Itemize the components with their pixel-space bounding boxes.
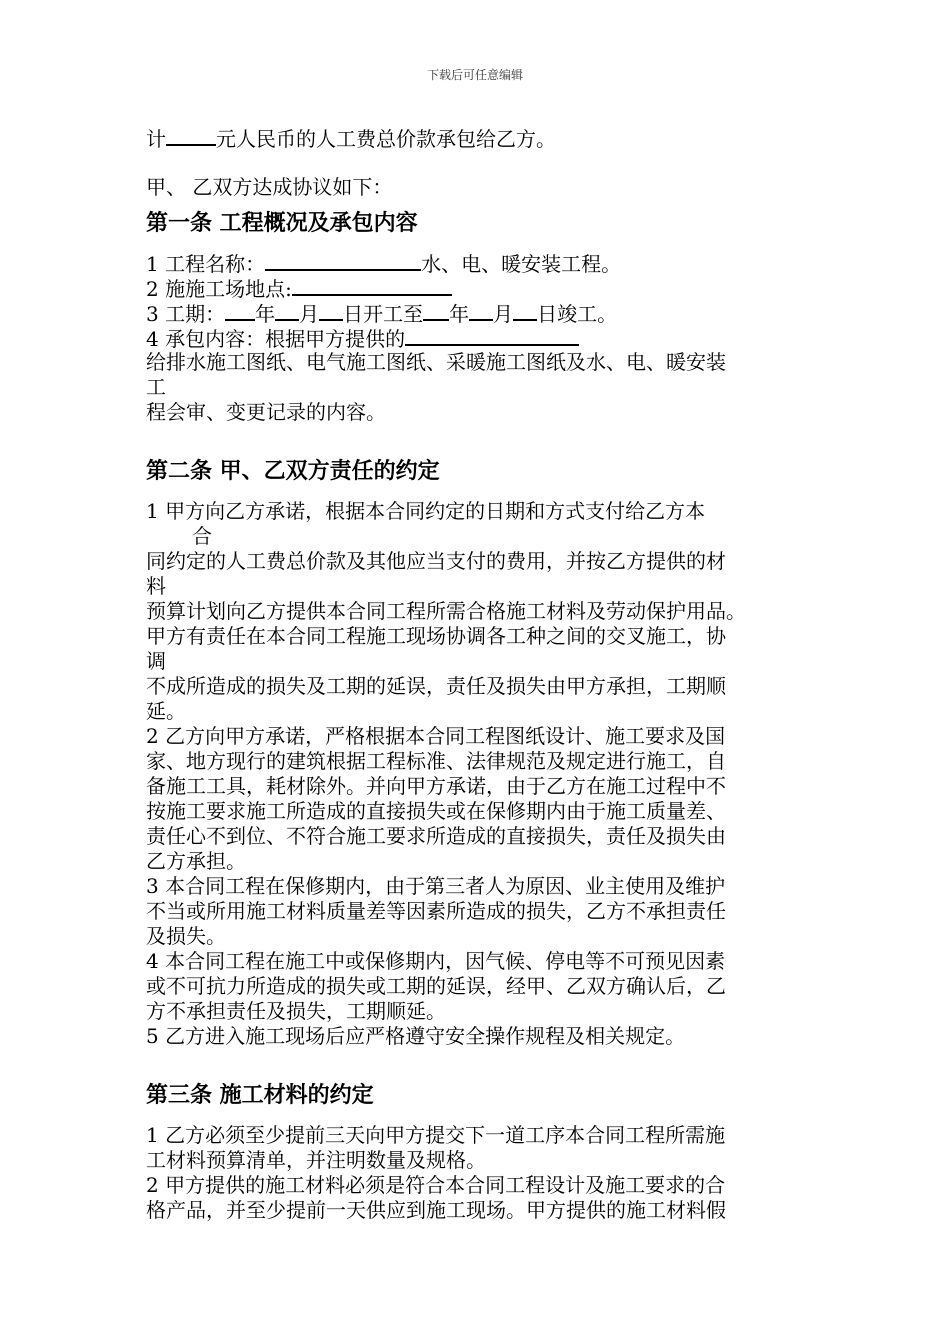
section-2-line: 或不可抗力所造成的损失或工期的延误，经甲、乙双方确认后，乙 — [146, 974, 726, 998]
item-text: 日竣工。 — [537, 302, 618, 326]
item-4-line-2: 给排水施工图纸、电气施工图纸、采暖施工图纸及水、电、暖安装 — [146, 350, 726, 374]
project-name-blank — [265, 249, 421, 271]
section-2-line: 延。 — [146, 699, 186, 723]
section-2-line: 同约定的人工费总价款及其他应当支付的费用，并按乙方提供的材 — [146, 549, 726, 573]
section-2-line: 不当或所用施工材料质量差等因素所造成的损失，乙方不承担责任 — [146, 899, 726, 923]
date-blank — [275, 299, 299, 321]
section-2-line: 4 本合同工程在施工中或保修期内，因气候、停电等不可预见因素 — [146, 949, 726, 973]
item-text: 年 — [255, 302, 276, 326]
header-note: 下载后可任意编辑 — [426, 68, 523, 82]
item-text: 月 — [493, 302, 514, 326]
item-text: 水、电、暖安装工程。 — [421, 252, 622, 276]
intro-line-2: 甲、 乙双方达成协议如下： — [146, 175, 393, 199]
section-2-line: 乙方承担。 — [146, 849, 246, 873]
date-blank — [225, 299, 255, 321]
intro-line-1 — [146, 124, 556, 152]
section-2-line: 2 乙方向甲方承诺，严格根据本合同工程图纸设计、施工要求及国 — [146, 724, 726, 748]
section-2-line: 及损失。 — [146, 924, 226, 948]
site-blank — [292, 274, 452, 296]
intro-text: 计 — [146, 127, 166, 151]
section-2-line: 料 — [146, 574, 166, 598]
section-3-title: 第三条 施工材料的约定 — [146, 1083, 374, 1108]
amount-blank — [166, 124, 216, 146]
intro-text: 元人民币的人工费总价款承包给乙方。 — [216, 127, 556, 151]
date-blank — [319, 299, 343, 321]
section-2-line: 3 本合同工程在保修期内，由于第三者人为原因、业主使用及维护 — [146, 874, 726, 898]
item-text: 4 承包内容：根据甲方提供的 — [146, 327, 406, 351]
provider-blank — [405, 324, 579, 346]
section-2-line: 合 — [192, 524, 212, 548]
section-2-line: 不成所造成的损失及工期的延误，责任及损失由甲方承担，工期顺 — [146, 674, 726, 698]
date-blank — [423, 299, 449, 321]
date-blank — [513, 299, 537, 321]
section-2-line: 甲方有责任在本合同工程施工现场协调各工种之间的交叉施工，协 — [146, 624, 726, 648]
section-2-line: 家、地方现行的建筑根据工程标准、法律规范及规定进行施工，自 — [146, 749, 726, 773]
section-2-title: 第二条 甲、乙双方责任的约定 — [146, 459, 440, 484]
section-1-title: 第一条 工程概况及承包内容 — [146, 211, 418, 236]
item-4-line-4: 程会审、变更记录的内容。 — [146, 400, 386, 424]
item-text: 月 — [299, 302, 320, 326]
item-1 — [146, 249, 621, 277]
date-blank — [469, 299, 493, 321]
section-2-line: 5 乙方进入施工现场后应严格遵守安全操作规程及相关规定。 — [146, 1024, 686, 1048]
section-3-line: 格产品，并至少提前一天供应到施工现场。甲方提供的施工材料假 — [146, 1198, 726, 1222]
section-2-line: 按施工要求施工所造成的直接损失或在保修期内由于施工质量差、 — [146, 799, 726, 823]
item-2 — [146, 274, 452, 302]
section-2-line: 备施工工具，耗材除外。并向甲方承诺，由于乙方在施工过程中不 — [146, 774, 726, 798]
section-2-line: 1 甲方向乙方承诺，根据本合同约定的日期和方式支付给乙方本 — [146, 499, 706, 523]
item-4-line-3: 工 — [146, 375, 166, 399]
section-2-line: 预算计划向乙方提供本合同工程所需合格施工材料及劳动保护用品。 — [146, 599, 746, 623]
section-2-line: 责任心不到位、不符合施工要求所造成的直接损失，责任及损失由 — [146, 824, 726, 848]
section-3-line: 1 乙方必须至少提前三天向甲方提交下一道工序本合同工程所需施 — [146, 1123, 726, 1147]
item-text: 3 工期： — [146, 302, 226, 326]
item-3 — [146, 299, 617, 327]
item-text: 1 工程名称： — [146, 252, 266, 276]
item-text: 2 施施工场地点: — [146, 277, 292, 301]
section-3-line: 工材料预算清单，并注明数量及规格。 — [146, 1148, 486, 1172]
item-text: 年 — [449, 302, 470, 326]
section-2-line: 调 — [146, 649, 166, 673]
item-4 — [146, 324, 579, 352]
item-text: 日开工至 — [343, 302, 424, 326]
section-3-line: 2 甲方提供的施工材料必须是符合本合同工程设计及施工要求的合 — [146, 1173, 726, 1197]
section-2-line: 方不承担责任及损失，工期顺延。 — [146, 999, 446, 1023]
